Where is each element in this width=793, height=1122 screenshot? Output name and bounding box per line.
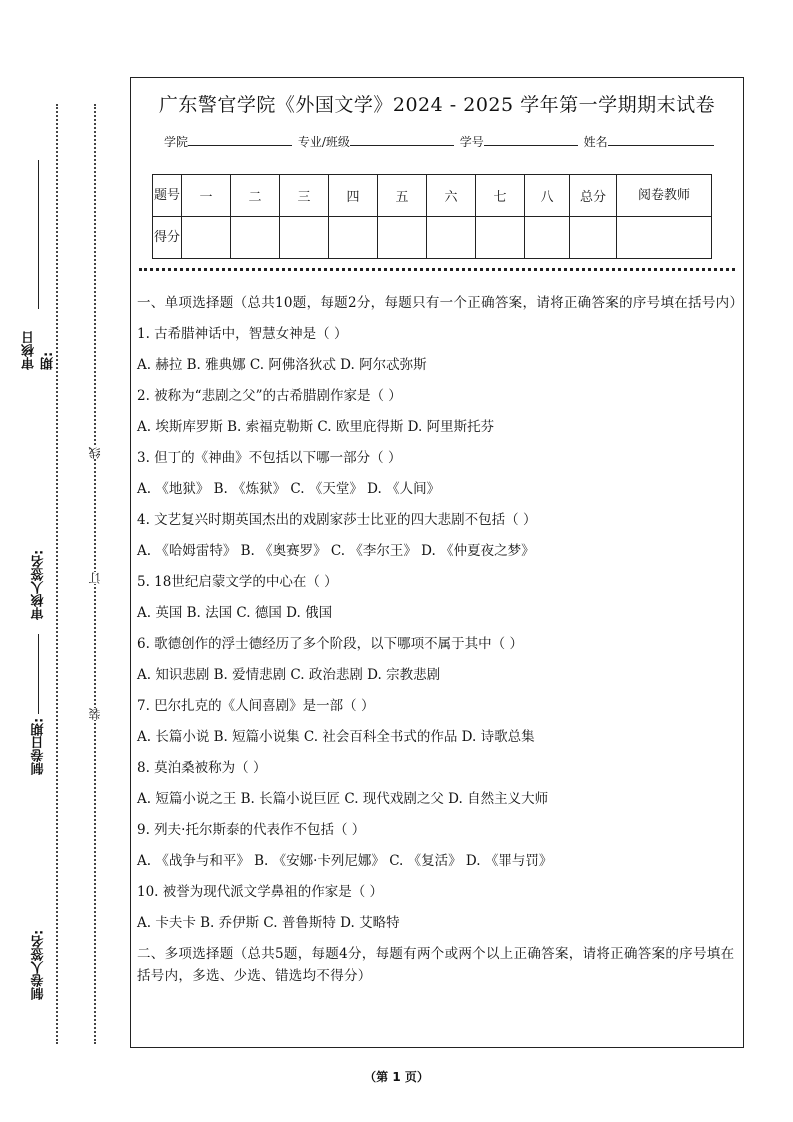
reviewer-sign-text: 审核人签名: xyxy=(31,549,47,620)
score-cell[interactable] xyxy=(570,217,617,259)
maker-date-label xyxy=(24,625,54,775)
college-label: 学院 xyxy=(164,135,189,149)
question: 1. 古希腊神话中，智慧女神是（ ） xyxy=(137,326,348,342)
maker-sign-label xyxy=(24,850,54,1000)
maker-date-line xyxy=(39,634,40,714)
score-header-cell: 总分 xyxy=(570,175,617,217)
page-number: （第 1 页） xyxy=(364,1070,429,1084)
binding-dotted-line-outer xyxy=(56,104,58,1044)
options: A. 英国 B. 法国 C. 德国 D. 俄国 xyxy=(137,605,333,621)
section2-heading: 二、多项选择题（总共5题，每题4分，每题有两个或两个以上正确答案，请将正确答案的序号填在括号内，多选、少选、错选均不得分） xyxy=(137,946,735,984)
question: 10. 被誉为现代派文学鼻祖的作家是（ ） xyxy=(137,884,384,900)
score-row-label: 得分 xyxy=(153,217,182,259)
score-header-cell: 六 xyxy=(427,175,476,217)
score-header-cell: 一 xyxy=(182,175,231,217)
score-header-cell: 七 xyxy=(476,175,525,217)
question: 7. 巴尔扎克的《人间喜剧》是一部（ ） xyxy=(137,698,375,714)
question: 5. 18世纪启蒙文学的中心在（ ） xyxy=(137,574,338,590)
question: 4. 文艺复兴时期英国杰出的戏剧家莎士比亚的四大悲剧不包括（ ） xyxy=(137,512,537,528)
options: A. 《地狱》 B. 《炼狱》 C. 《天堂》 D. 《人间》 xyxy=(137,481,441,497)
question: 9. 列夫·托尔斯泰的代表作不包括（ ） xyxy=(137,822,366,838)
score-cell[interactable] xyxy=(329,217,378,259)
question: 2. 被称为“悲剧之父”的古希腊剧作家是（ ） xyxy=(137,388,402,404)
score-header-cell: 四 xyxy=(329,175,378,217)
major-field[interactable] xyxy=(350,133,454,146)
reviewer-sign-label xyxy=(24,470,54,620)
options: A. 埃斯库罗斯 B. 索福克勒斯 C. 欧里庇得斯 D. 阿里斯托芬 xyxy=(137,419,495,435)
options: A. 《战争与和平》 B. 《安娜·卡列尼娜》 C. 《复活》 D. 《罪与罚》 xyxy=(137,853,553,869)
question: 3. 但丁的《神曲》不包括以下哪一部分（ ） xyxy=(137,450,402,466)
score-header-cell: 题号 xyxy=(153,175,182,217)
name-label: 姓名 xyxy=(583,135,608,149)
score-cell[interactable] xyxy=(476,217,525,259)
options: A. 长篇小说 B. 短篇小说集 C. 社会百科全书式的作品 D. 诗歌总集 xyxy=(137,729,535,745)
exam-frame xyxy=(130,77,744,1048)
score-header-cell: 阅卷教师 xyxy=(617,175,712,217)
maker-date-text: 制卷日期: xyxy=(31,717,47,775)
name-field[interactable] xyxy=(608,133,714,146)
score-table-score-row xyxy=(153,217,712,259)
question: 6. 歌德创作的浮士德经历了多个阶段，以下哪项不属于其中（ ） xyxy=(137,636,523,652)
options: A. 卡夫卡 B. 乔伊斯 C. 普鲁斯特 D. 艾略特 xyxy=(137,915,400,931)
score-cell[interactable] xyxy=(182,217,231,259)
options: A. 《哈姆雷特》 B. 《奥赛罗》 C. 《李尔王》 D. 《仲夏夜之梦》 xyxy=(137,543,535,559)
section1-heading: 一、单项选择题（总共10题，每题2分，每题只有一个正确答案，请将正确答案的序号填在括号内） xyxy=(137,295,744,311)
options: A. 赫拉 B. 雅典娜 C. 阿佛洛狄忒 D. 阿尔忒弥斯 xyxy=(137,357,427,373)
student-info-row xyxy=(164,133,716,150)
score-cell[interactable] xyxy=(231,217,280,259)
score-cell[interactable] xyxy=(427,217,476,259)
score-header-cell: 八 xyxy=(525,175,570,217)
reviewer-date-text: 审核日期: xyxy=(22,331,56,370)
exam-content xyxy=(137,292,744,987)
options: A. 知识悲剧 B. 爱情悲剧 C. 政治悲剧 D. 宗教悲剧 xyxy=(137,667,441,683)
score-header-cell: 五 xyxy=(378,175,427,217)
reviewer-date-line xyxy=(39,160,40,309)
student-id-field[interactable] xyxy=(484,133,578,146)
question: 8. 莫泊桑被称为（ ） xyxy=(137,760,267,776)
college-field[interactable] xyxy=(188,133,292,146)
student-id-label: 学号 xyxy=(459,135,484,149)
score-table xyxy=(152,174,712,259)
score-table-header-row xyxy=(153,175,712,217)
page-title: 广东警官学院《外国文学》2024 - 2025 学年第一学期期末试卷 xyxy=(158,94,716,116)
score-cell[interactable] xyxy=(280,217,329,259)
major-label: 专业/班级 xyxy=(297,135,350,149)
options: A. 短篇小说之王 B. 长篇小说巨匠 C. 现代戏剧之父 D. 自然主义大师 xyxy=(137,791,549,807)
score-header-cell: 三 xyxy=(280,175,329,217)
score-header-cell: 二 xyxy=(231,175,280,217)
score-cell[interactable] xyxy=(378,217,427,259)
binding-char-ding: 订 xyxy=(88,572,102,584)
binding-char-line: 线 xyxy=(88,447,102,459)
maker-sign-text: 制卷人签名: xyxy=(31,929,47,1000)
reviewer-date-label xyxy=(24,160,54,370)
score-cell[interactable] xyxy=(525,217,570,259)
score-cell[interactable] xyxy=(617,217,712,259)
binding-char-zhuang: 装 xyxy=(88,708,102,720)
dotted-separator xyxy=(139,268,735,271)
